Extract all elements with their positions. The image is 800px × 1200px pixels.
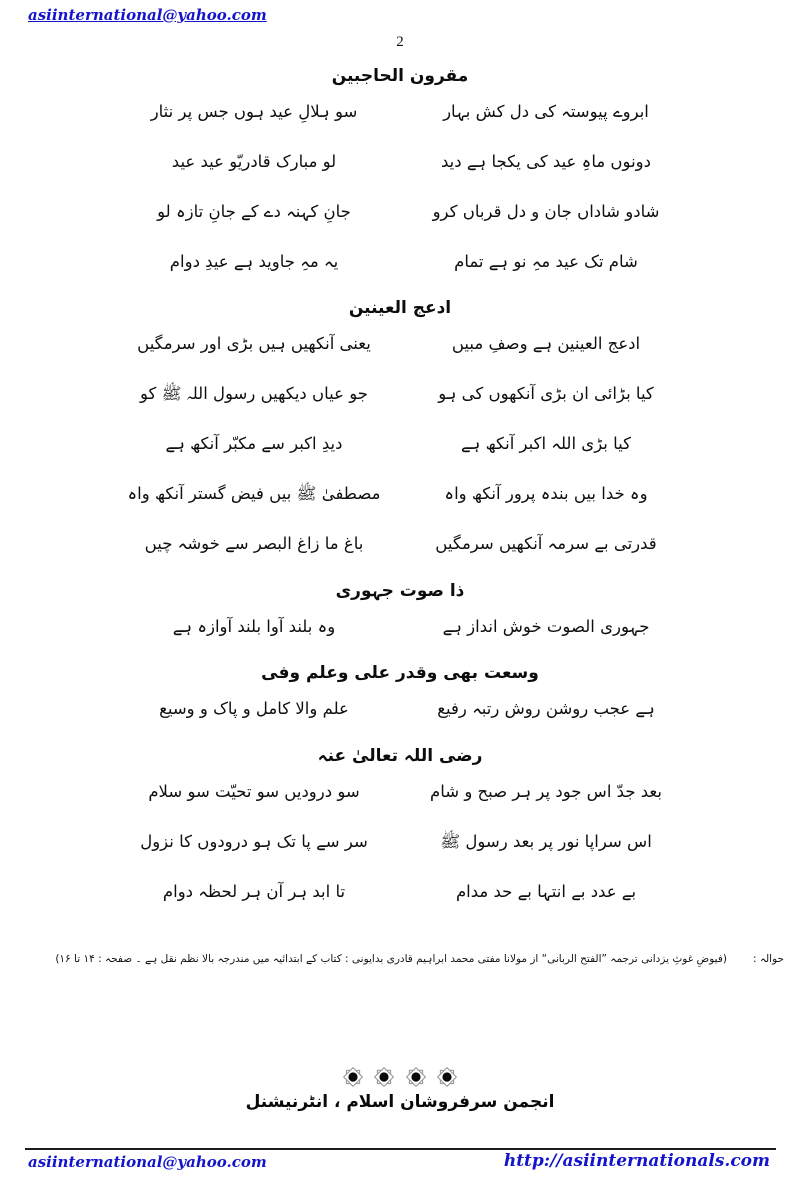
couplet-row <box>0 148 800 175</box>
couplet-right-hemistich: بعد جدّ اس جود پر ہر صبح و شام <box>430 782 662 801</box>
couplet-right-hemistich: جہوری الصوت خوش انداز ہے <box>442 617 650 636</box>
footer-email-link[interactable]: asiinternational@yahoo.com <box>28 1153 267 1171</box>
couplet-left-hemistich: جو عیاں دیکھیں رسول اللہ ﷺ کو <box>140 384 368 403</box>
couplet-right-hemistich: دونوں ماہِ عید کی یکجا ہے دید <box>441 152 651 171</box>
flower-ornament-icon <box>342 1066 364 1088</box>
section-heading: رضی اللہ تعالیٰ عنہ <box>317 746 483 766</box>
footnote-text: (فیوضِ غوثِ یزدانی ترجمہ ”الفتح الربانی“ از مولانا مفتی محمد ابراہیم قادری بدایونی : کتاب کے ابتدائیہ میں مندرجہ بالا نظم نقل ہے ۔ صفحہ : ۱۴ تا ۱۶) <box>55 953 727 965</box>
couplet-right-hemistich: ابروے پیوستہ کی دل کش بہار <box>443 102 649 121</box>
couplet-right-hemistich: ادعج العینین ہے وصفِ مبیں <box>451 334 641 353</box>
couplet-row <box>0 98 800 125</box>
couplet-left-hemistich: سر سے پا تک ہو درودوں کا نزول <box>140 832 368 851</box>
couplet-left-hemistich: تا ابد ہر آن ہر لحظہ دوام <box>162 882 346 901</box>
header-email-link[interactable]: asiinternational@yahoo.com <box>28 6 267 24</box>
couplet-left-hemistich: دیدِ اکبر سے مکبّر آنکھ ہے <box>165 434 343 453</box>
couplet-row <box>0 613 800 640</box>
couplet-right-hemistich: بے عدد بے انتہا بے حد مدام <box>455 882 637 901</box>
section-heading: ادعج العینین <box>348 298 452 318</box>
section-heading: ذا صوت جہوری <box>335 581 465 601</box>
flower-ornament-icon <box>373 1066 395 1088</box>
section-heading: مقرون الحاجبین <box>331 66 469 86</box>
footer-divider <box>25 1148 776 1150</box>
couplet-row <box>0 480 800 507</box>
couplet-left-hemistich: مصطفیٰ ﷺ بیں فیض گستر آنکھ واہ <box>127 484 381 503</box>
organization-name: انجمن سرفروشان اسلام ، انٹرنیشنل <box>245 1092 555 1112</box>
couplet-left-hemistich: سو ہلالِ عید ہوں جس پر نثار <box>150 102 358 121</box>
poem <box>0 50 800 928</box>
couplet-row <box>0 380 800 407</box>
couplet-row <box>0 430 800 457</box>
couplet-right-hemistich: شادو شاداں جان و دل قرباں کرو <box>432 202 660 221</box>
couplet-row <box>0 778 800 805</box>
couplet-row <box>0 878 800 905</box>
couplet-left-hemistich: یعنی آنکھیں ہیں بڑی اور سرمگیں <box>137 334 371 353</box>
footnote-label: حوالہ : <box>752 953 784 965</box>
couplet-left-hemistich: وہ بلند آوا بلند آوازہ ہے <box>172 617 336 636</box>
page-number: 2 <box>396 34 404 50</box>
couplet-left-hemistich: جانِ کہنہ دے کے جانِ تازہ لو <box>157 202 351 221</box>
couplet-left-hemistich: سو درودیں سو تحیّت سو سلام <box>148 782 360 801</box>
couplet-row <box>0 248 800 275</box>
footer-website-link[interactable]: http://asiinternationals.com <box>503 1151 770 1171</box>
flower-ornament-icon <box>436 1066 458 1088</box>
couplet-right-hemistich: کیا بڑی اللہ اکبر آنکھ ہے <box>460 434 631 453</box>
section-heading: وسعت بھی وقدر علی وعلم وفی <box>261 663 539 683</box>
couplet-left-hemistich: یہ مہِ جاوید ہے عیدِ دوام <box>169 252 339 271</box>
couplet-row <box>0 198 800 225</box>
couplet-row <box>0 330 800 357</box>
flower-ornament-icon <box>405 1066 427 1088</box>
couplet-left-hemistich: علم والا کامل و پاک و وسیع <box>159 699 349 718</box>
couplet-right-hemistich: قدرتی بے سرمہ آنکھیں سرمگیں <box>435 534 657 553</box>
couplet-right-hemistich: ہے عجب روشن روش رتبہ رفیع <box>437 699 655 718</box>
couplet-row <box>0 695 800 722</box>
ornament-row <box>0 1066 800 1088</box>
couplet-right-hemistich: کیا بڑائی ان بڑی آنکھوں کی ہو <box>438 384 654 403</box>
couplet-right-hemistich: شام تک عید مہِ نو ہے تمام <box>454 252 638 271</box>
couplet-row <box>0 828 800 855</box>
footnote <box>14 952 784 967</box>
couplet-left-hemistich: لو مبارک قادریّو عید عید <box>171 152 337 171</box>
couplet-right-hemistich: اس سراپا نور پر بعد رسول ﷺ <box>440 832 652 851</box>
couplet-left-hemistich: باغ ما زاغ البصر سے خوشہ چیں <box>144 534 364 553</box>
couplet-row <box>0 530 800 557</box>
couplet-right-hemistich: وہ خدا بیں بندہ پرور آنکھ واہ <box>444 484 648 503</box>
